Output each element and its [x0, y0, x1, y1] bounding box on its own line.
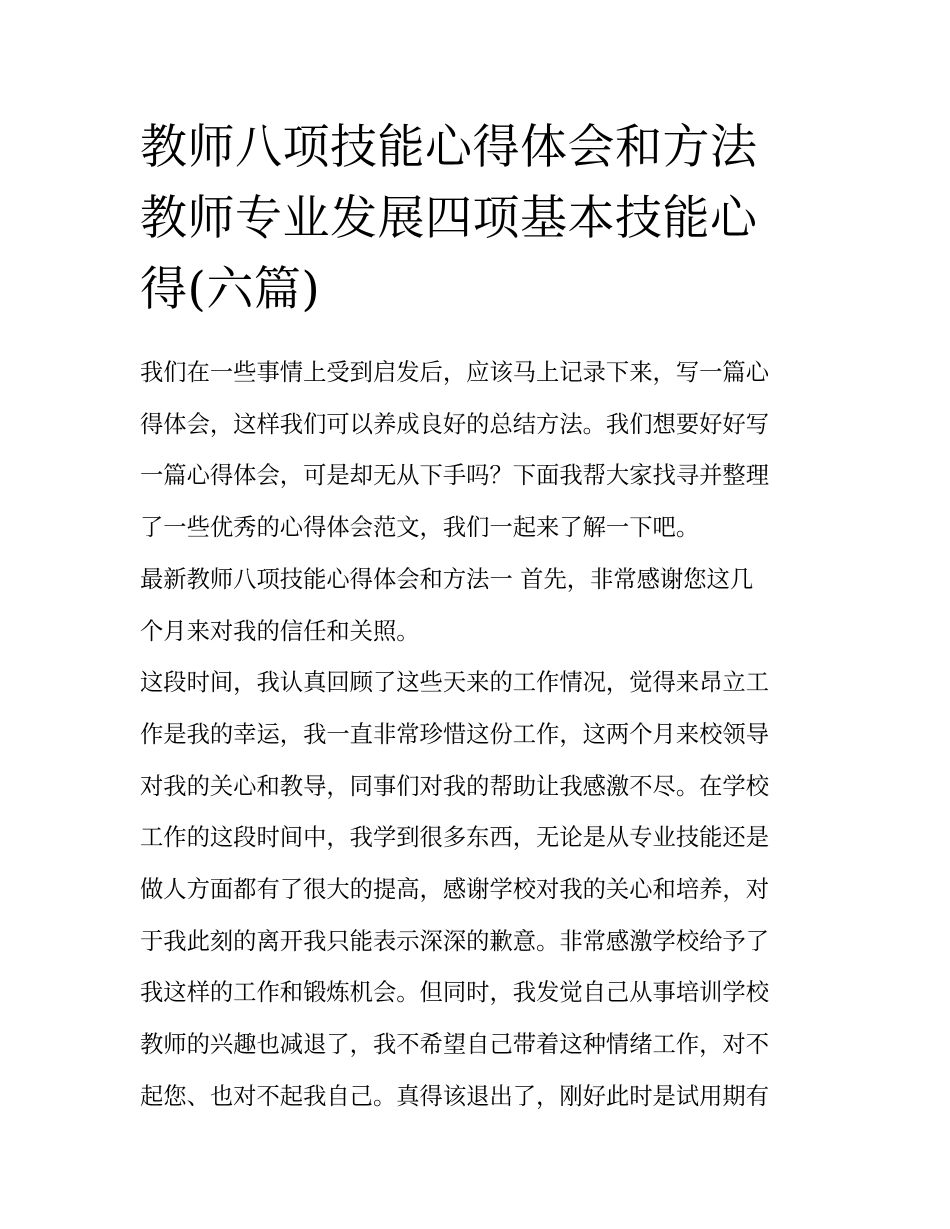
paragraph-intro — [140, 347, 812, 554]
paragraph-body — [140, 657, 812, 1122]
text-line: 作是我的幸运，我一直非常珍惜这份工作，这两个月来校领导 — [140, 720, 770, 748]
text-line: 教师的兴趣也减退了，我不希望自己带着这种情绪工作，对不 — [140, 1031, 770, 1059]
paragraph-section-one-heading — [140, 554, 812, 657]
text-line: 于我此刻的离开我只能表示深深的歉意。非常感激学校给予了 — [140, 927, 770, 955]
title-line: 得(六篇) — [140, 262, 321, 317]
text-line: 这段时间，我认真回顾了这些天来的工作情况，觉得来昂立工 — [140, 669, 770, 697]
text-line: 做人方面都有了很大的提高，感谢学校对我的关心和培养，对 — [140, 876, 770, 904]
document-body — [140, 347, 812, 1123]
title-line: 教师八项技能心得体会和方法 — [140, 120, 758, 175]
text-line: 我这样的工作和锻炼机会。但同时，我发觉自己从事培训学校 — [140, 979, 770, 1007]
text-line: 最新教师八项技能心得体会和方法一 首先，非常感谢您这几 — [140, 565, 754, 593]
text-line: 对我的关心和教导，同事们对我的帮助让我感激不尽。在学校 — [140, 772, 770, 800]
text-line: 起您、也对不起我自己。真得该退出了，刚好此时是试用期有 — [140, 1082, 770, 1110]
text-line: 得体会，这样我们可以养成良好的总结方法。我们想要好好写 — [140, 410, 770, 438]
text-line: 我们在一些事情上受到启发后，应该马上记录下来，写一篇心 — [140, 359, 770, 386]
text-line: 一篇心得体会，可是却无从下手吗？下面我帮大家找寻并整理 — [140, 462, 770, 490]
title-line: 教师专业发展四项基本技能心 — [140, 191, 758, 246]
text-line: 了一些优秀的心得体会范文，我们一起来了解一下吧。 — [140, 514, 700, 542]
document-content — [140, 112, 812, 1123]
document-title — [140, 112, 812, 325]
text-line: 个月来对我的信任和关照。 — [140, 617, 420, 645]
text-line: 工作的这段时间中，我学到很多东西，无论是从专业技能还是 — [140, 824, 770, 852]
